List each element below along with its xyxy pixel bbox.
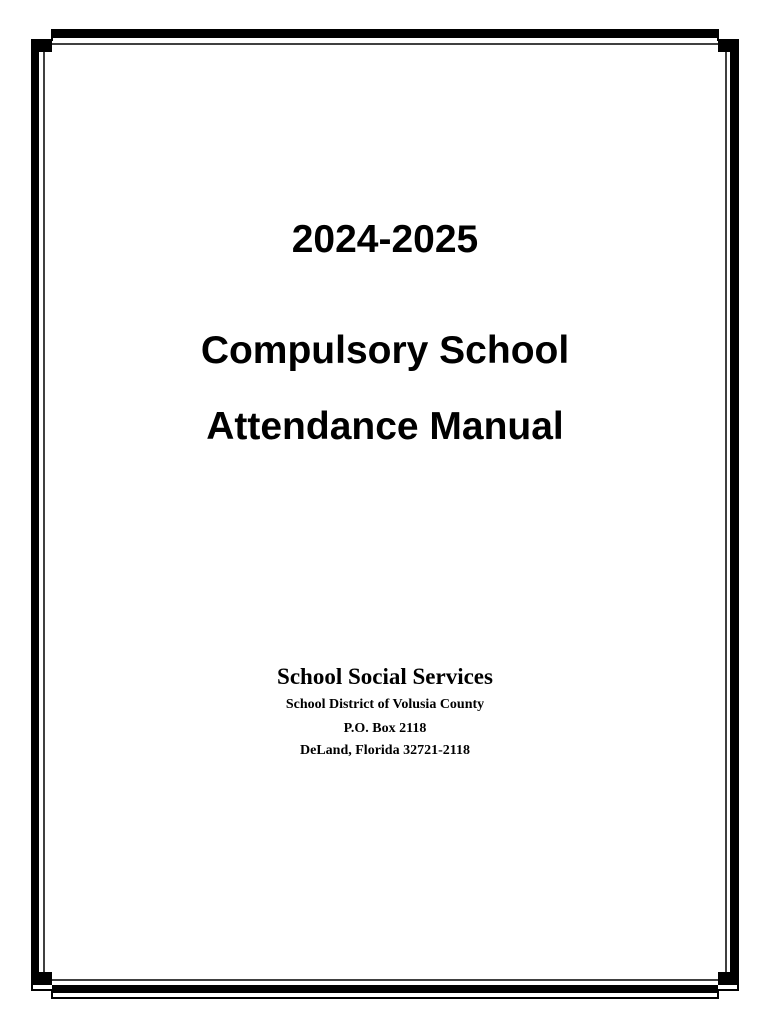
- district-name: School District of Volusia County: [285, 697, 485, 712]
- document-title-line-1: Compulsory School: [200, 329, 570, 372]
- department-name: School Social Services: [277, 664, 493, 689]
- po-box: P.O. Box 2118: [343, 721, 427, 736]
- document-year: 2024-2025: [291, 218, 479, 261]
- city-state-zip: DeLand, Florida 32721-2118: [300, 743, 470, 758]
- document-title-line-2: Attendance Manual: [206, 405, 564, 448]
